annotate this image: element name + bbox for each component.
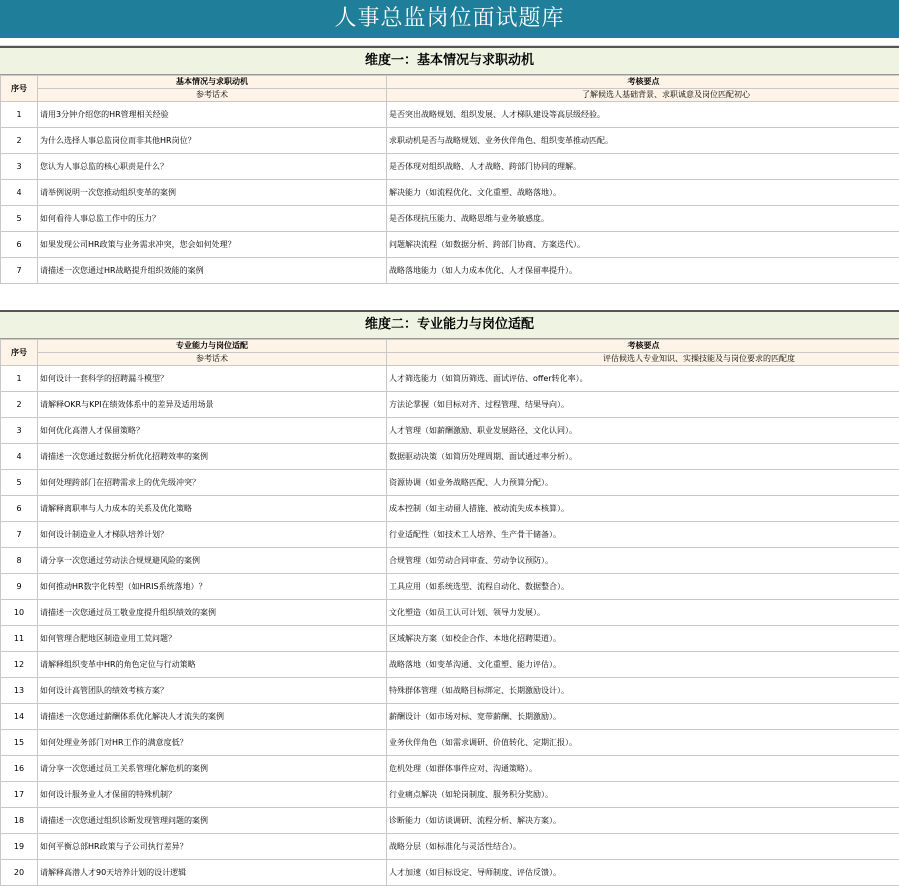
question-cell: 请描述一次您通过数据分析优化招聘效率的案例 xyxy=(38,444,387,470)
keypoint-cell: 成本控制（如主动留人措施、被动流失成本核算）。 xyxy=(387,496,899,522)
row-number: 2 xyxy=(1,392,38,418)
row-number: 6 xyxy=(1,232,38,258)
column-header-question: 专业能力与岗位适配 xyxy=(38,340,387,353)
column-header-seq: 序号 xyxy=(1,340,38,366)
row-number: 7 xyxy=(1,258,38,284)
section-heading: 维度一：基本情况与求职动机 xyxy=(0,46,899,75)
keypoint-cell: 战略落地（如变革沟通、文化重塑、能力评估）。 xyxy=(387,652,899,678)
row-number: 4 xyxy=(1,180,38,206)
section-heading: 维度二：专业能力与岗位适配 xyxy=(0,310,899,339)
row-number: 12 xyxy=(1,652,38,678)
keypoint-cell: 人才加速（如目标设定、导师制度、评估反馈）。 xyxy=(387,860,899,886)
question-table xyxy=(0,339,899,886)
row-number: 14 xyxy=(1,704,38,730)
column-header-question: 基本情况与求职动机 xyxy=(38,76,387,89)
table-row xyxy=(1,418,899,444)
row-number: 8 xyxy=(1,548,38,574)
table-row xyxy=(1,392,899,418)
keypoint-cell: 区域解决方案（如校企合作、本地化招聘渠道）。 xyxy=(387,626,899,652)
question-cell: 为什么选择人事总监岗位而非其他HR岗位？ xyxy=(38,128,387,154)
question-cell: 请描述一次您通过薪酬体系优化解决人才流失的案例 xyxy=(38,704,387,730)
table-row xyxy=(1,470,899,496)
keypoint-cell: 解决能力（如流程优化、文化重塑、战略落地）。 xyxy=(387,180,899,206)
keypoint-cell: 文化塑造（如员工认可计划、领导力发展）。 xyxy=(387,600,899,626)
question-cell: 请解释高潜人才90天培养计划的设计逻辑 xyxy=(38,860,387,886)
row-number: 5 xyxy=(1,470,38,496)
question-cell: 请分享一次您通过员工关系管理化解危机的案例 xyxy=(38,756,387,782)
row-number: 9 xyxy=(1,574,38,600)
row-number: 16 xyxy=(1,756,38,782)
question-cell: 如何设计一套科学的招聘漏斗模型？ xyxy=(38,366,387,392)
table-row xyxy=(1,128,899,154)
table-row xyxy=(1,808,899,834)
keypoint-cell: 是否突出战略规划、组织发展、人才梯队建设等高层级经验。 xyxy=(387,102,899,128)
keypoint-cell: 是否体现抗压能力、战略思维与业务敏感度。 xyxy=(387,206,899,232)
question-cell: 您认为人事总监的核心职责是什么？ xyxy=(38,154,387,180)
question-cell: 如何推动HR数字化转型（如HRIS系统落地）？ xyxy=(38,574,387,600)
column-header-keypoints: 考核要点 xyxy=(387,76,899,89)
table-row xyxy=(1,548,899,574)
column-subheader-keypoints: 了解候选人基础背景、求职诚意及岗位匹配初心 xyxy=(387,89,899,102)
table-row xyxy=(1,522,899,548)
table-row xyxy=(1,782,899,808)
row-number: 17 xyxy=(1,782,38,808)
question-cell: 请解释离职率与人力成本的关系及优化策略 xyxy=(38,496,387,522)
row-number: 20 xyxy=(1,860,38,886)
table-row xyxy=(1,834,899,860)
row-number: 1 xyxy=(1,102,38,128)
section-dimension-1 xyxy=(0,46,899,284)
question-cell: 如何管理合肥地区制造业用工荒问题？ xyxy=(38,626,387,652)
question-cell: 请解释OKR与KPI在绩效体系中的差异及适用场景 xyxy=(38,392,387,418)
question-cell: 请用3分钟介绍您的HR管理相关经验 xyxy=(38,102,387,128)
table-row xyxy=(1,756,899,782)
keypoint-cell: 战略落地能力（如人力成本优化、人才保留率提升）。 xyxy=(387,258,899,284)
table-row xyxy=(1,704,899,730)
keypoint-cell: 诊断能力（如访谈调研、流程分析、解决方案）。 xyxy=(387,808,899,834)
keypoint-cell: 求职动机是否与战略规划、业务伙伴角色、组织变革推动匹配。 xyxy=(387,128,899,154)
table-row xyxy=(1,102,899,128)
table-row xyxy=(1,366,899,392)
page-title: 人事总监岗位面试题库 xyxy=(0,0,899,38)
column-subheader-script: 参考话术 xyxy=(38,353,387,366)
keypoint-cell: 行业适配性（如技术工人培养、生产骨干储备）。 xyxy=(387,522,899,548)
keypoint-cell: 人才管理（如薪酬激励、职业发展路径、文化认同）。 xyxy=(387,418,899,444)
table-row xyxy=(1,444,899,470)
keypoint-cell: 薪酬设计（如市场对标、宽带薪酬、长期激励）。 xyxy=(387,704,899,730)
keypoint-cell: 工具应用（如系统选型、流程自动化、数据整合）。 xyxy=(387,574,899,600)
question-cell: 如何处理跨部门在招聘需求上的优先级冲突？ xyxy=(38,470,387,496)
question-cell: 如何处理业务部门对HR工作的满意度低？ xyxy=(38,730,387,756)
row-number: 11 xyxy=(1,626,38,652)
question-cell: 请描述一次您通过组织诊断发现管理问题的案例 xyxy=(38,808,387,834)
column-header-keypoints: 考核要点 xyxy=(387,340,899,353)
row-number: 1 xyxy=(1,366,38,392)
keypoint-cell: 行业痛点解决（如轮岗制度、服务积分奖励）。 xyxy=(387,782,899,808)
keypoint-cell: 特殊群体管理（如战略目标绑定、长期激励设计）。 xyxy=(387,678,899,704)
question-cell: 请描述一次您通过HR战略提升组织效能的案例 xyxy=(38,258,387,284)
column-subheader-script: 参考话术 xyxy=(38,89,387,102)
row-number: 4 xyxy=(1,444,38,470)
spacer-row xyxy=(0,38,899,46)
question-cell: 如何看待人事总监工作中的压力？ xyxy=(38,206,387,232)
row-number: 19 xyxy=(1,834,38,860)
row-number: 10 xyxy=(1,600,38,626)
row-number: 7 xyxy=(1,522,38,548)
table-row xyxy=(1,678,899,704)
table-row xyxy=(1,496,899,522)
row-number: 3 xyxy=(1,154,38,180)
column-subheader-keypoints: 评估候选人专业知识、实操技能及与岗位要求的匹配度 xyxy=(387,353,899,366)
table-row xyxy=(1,206,899,232)
table-row xyxy=(1,860,899,886)
keypoint-cell: 方法论掌握（如目标对齐、过程管理、结果导向）。 xyxy=(387,392,899,418)
table-row xyxy=(1,154,899,180)
table-row xyxy=(1,258,899,284)
keypoint-cell: 数据驱动决策（如简历处理周期、面试通过率分析）。 xyxy=(387,444,899,470)
table-row xyxy=(1,652,899,678)
table-row xyxy=(1,600,899,626)
question-cell: 如果发现公司HR政策与业务需求冲突，您会如何处理？ xyxy=(38,232,387,258)
keypoint-cell: 人才筛选能力（如简历筛选、面试评估、offer转化率）。 xyxy=(387,366,899,392)
table-row xyxy=(1,574,899,600)
keypoint-cell: 资源协调（如业务战略匹配、人力预算分配）。 xyxy=(387,470,899,496)
keypoint-cell: 业务伙伴角色（如需求调研、价值转化、定期汇报）。 xyxy=(387,730,899,756)
question-cell: 请描述一次您通过员工敬业度提升组织绩效的案例 xyxy=(38,600,387,626)
question-cell: 如何设计服务业人才保留的特殊机制？ xyxy=(38,782,387,808)
row-number: 13 xyxy=(1,678,38,704)
column-header-seq: 序号 xyxy=(1,76,38,102)
question-cell: 如何设计高管团队的绩效考核方案？ xyxy=(38,678,387,704)
keypoint-cell: 是否体现对组织战略、人才战略、跨部门协同的理解。 xyxy=(387,154,899,180)
table-row xyxy=(1,626,899,652)
row-number: 3 xyxy=(1,418,38,444)
question-cell: 如何设计制造业人才梯队培养计划？ xyxy=(38,522,387,548)
keypoint-cell: 危机处理（如群体事件应对、沟通策略）。 xyxy=(387,756,899,782)
question-cell: 请举例说明一次您推动组织变革的案例 xyxy=(38,180,387,206)
table-row xyxy=(1,730,899,756)
keypoint-cell: 合规管理（如劳动合同审查、劳动争议预防）。 xyxy=(387,548,899,574)
section-dimension-2 xyxy=(0,310,899,886)
table-row xyxy=(1,232,899,258)
question-cell: 请解释组织变革中HR的角色定位与行动策略 xyxy=(38,652,387,678)
row-number: 15 xyxy=(1,730,38,756)
keypoint-cell: 战略分层（如标准化与灵活性结合）。 xyxy=(387,834,899,860)
question-cell: 如何平衡总部HR政策与子公司执行差异？ xyxy=(38,834,387,860)
table-row xyxy=(1,180,899,206)
row-number: 18 xyxy=(1,808,38,834)
question-cell: 如何优化高潜人才保留策略？ xyxy=(38,418,387,444)
row-number: 2 xyxy=(1,128,38,154)
row-number: 5 xyxy=(1,206,38,232)
question-table xyxy=(0,75,899,284)
question-cell: 请分享一次您通过劳动法合规规避风险的案例 xyxy=(38,548,387,574)
keypoint-cell: 问题解决流程（如数据分析、跨部门协商、方案迭代）。 xyxy=(387,232,899,258)
row-number: 6 xyxy=(1,496,38,522)
